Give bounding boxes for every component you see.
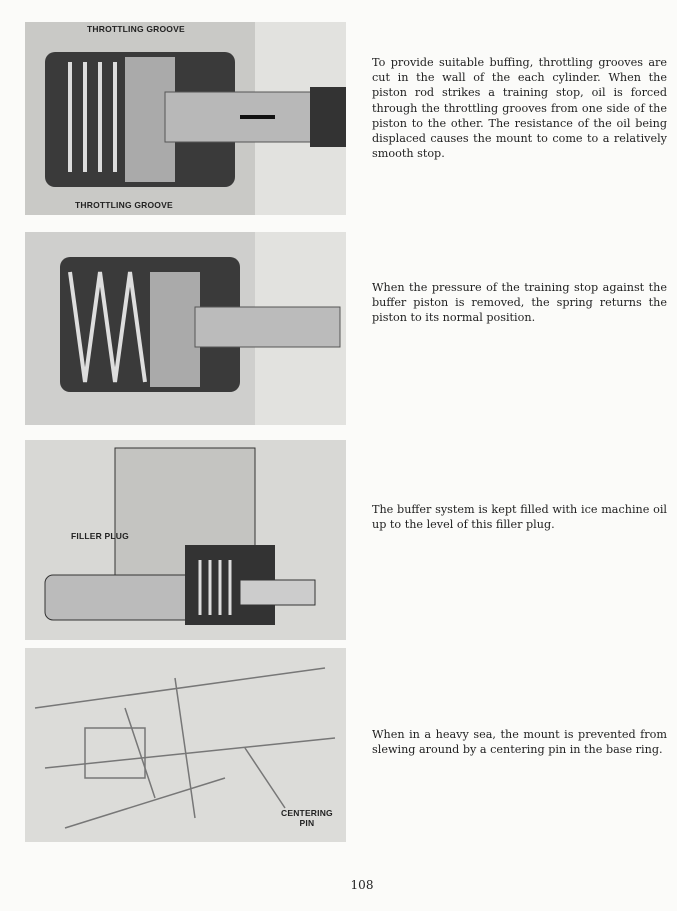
label-centering-line2: PIN	[299, 818, 315, 828]
label-centering-line1: CENTERING	[281, 808, 333, 818]
figure-spring-return	[25, 232, 346, 425]
label-centering-pin	[281, 808, 333, 828]
piston-compressed-illustration	[25, 22, 346, 215]
label-filler-plug: FILLER PLUG	[71, 531, 129, 541]
paragraph-throttling: To provide suitable buffing, throttling grooves are cut in the wall of the each cylinder. When the piston rod strikes a training stop, oil is forced through the throttling grooves from one side of the piston to the other. The resistance of the oil being displaced causes the mount to come to a relatively smooth stop.	[372, 56, 667, 161]
paragraph-centering-pin: When in a heavy sea, the mount is prevented from slewing around by a centering pin in the base ring.	[372, 728, 667, 757]
figure-centering-pin	[25, 648, 346, 842]
label-throttling-groove-top: THROTTLING GROOVE	[87, 24, 185, 34]
figure-filler-plug	[25, 440, 346, 640]
label-throttling-groove-bottom: THROTTLING GROOVE	[75, 200, 173, 210]
piston-return-illustration	[25, 232, 346, 425]
page-number: 108	[350, 878, 374, 892]
figure-throttling-groove	[25, 22, 346, 215]
paragraph-filler-plug: The buffer system is kept filled with ice machine oil up to the level of this filler plug.	[372, 503, 667, 532]
paragraph-spring-return: When the pressure of the training stop against the buffer piston is removed, the spring returns the piston to its normal position.	[372, 281, 667, 325]
